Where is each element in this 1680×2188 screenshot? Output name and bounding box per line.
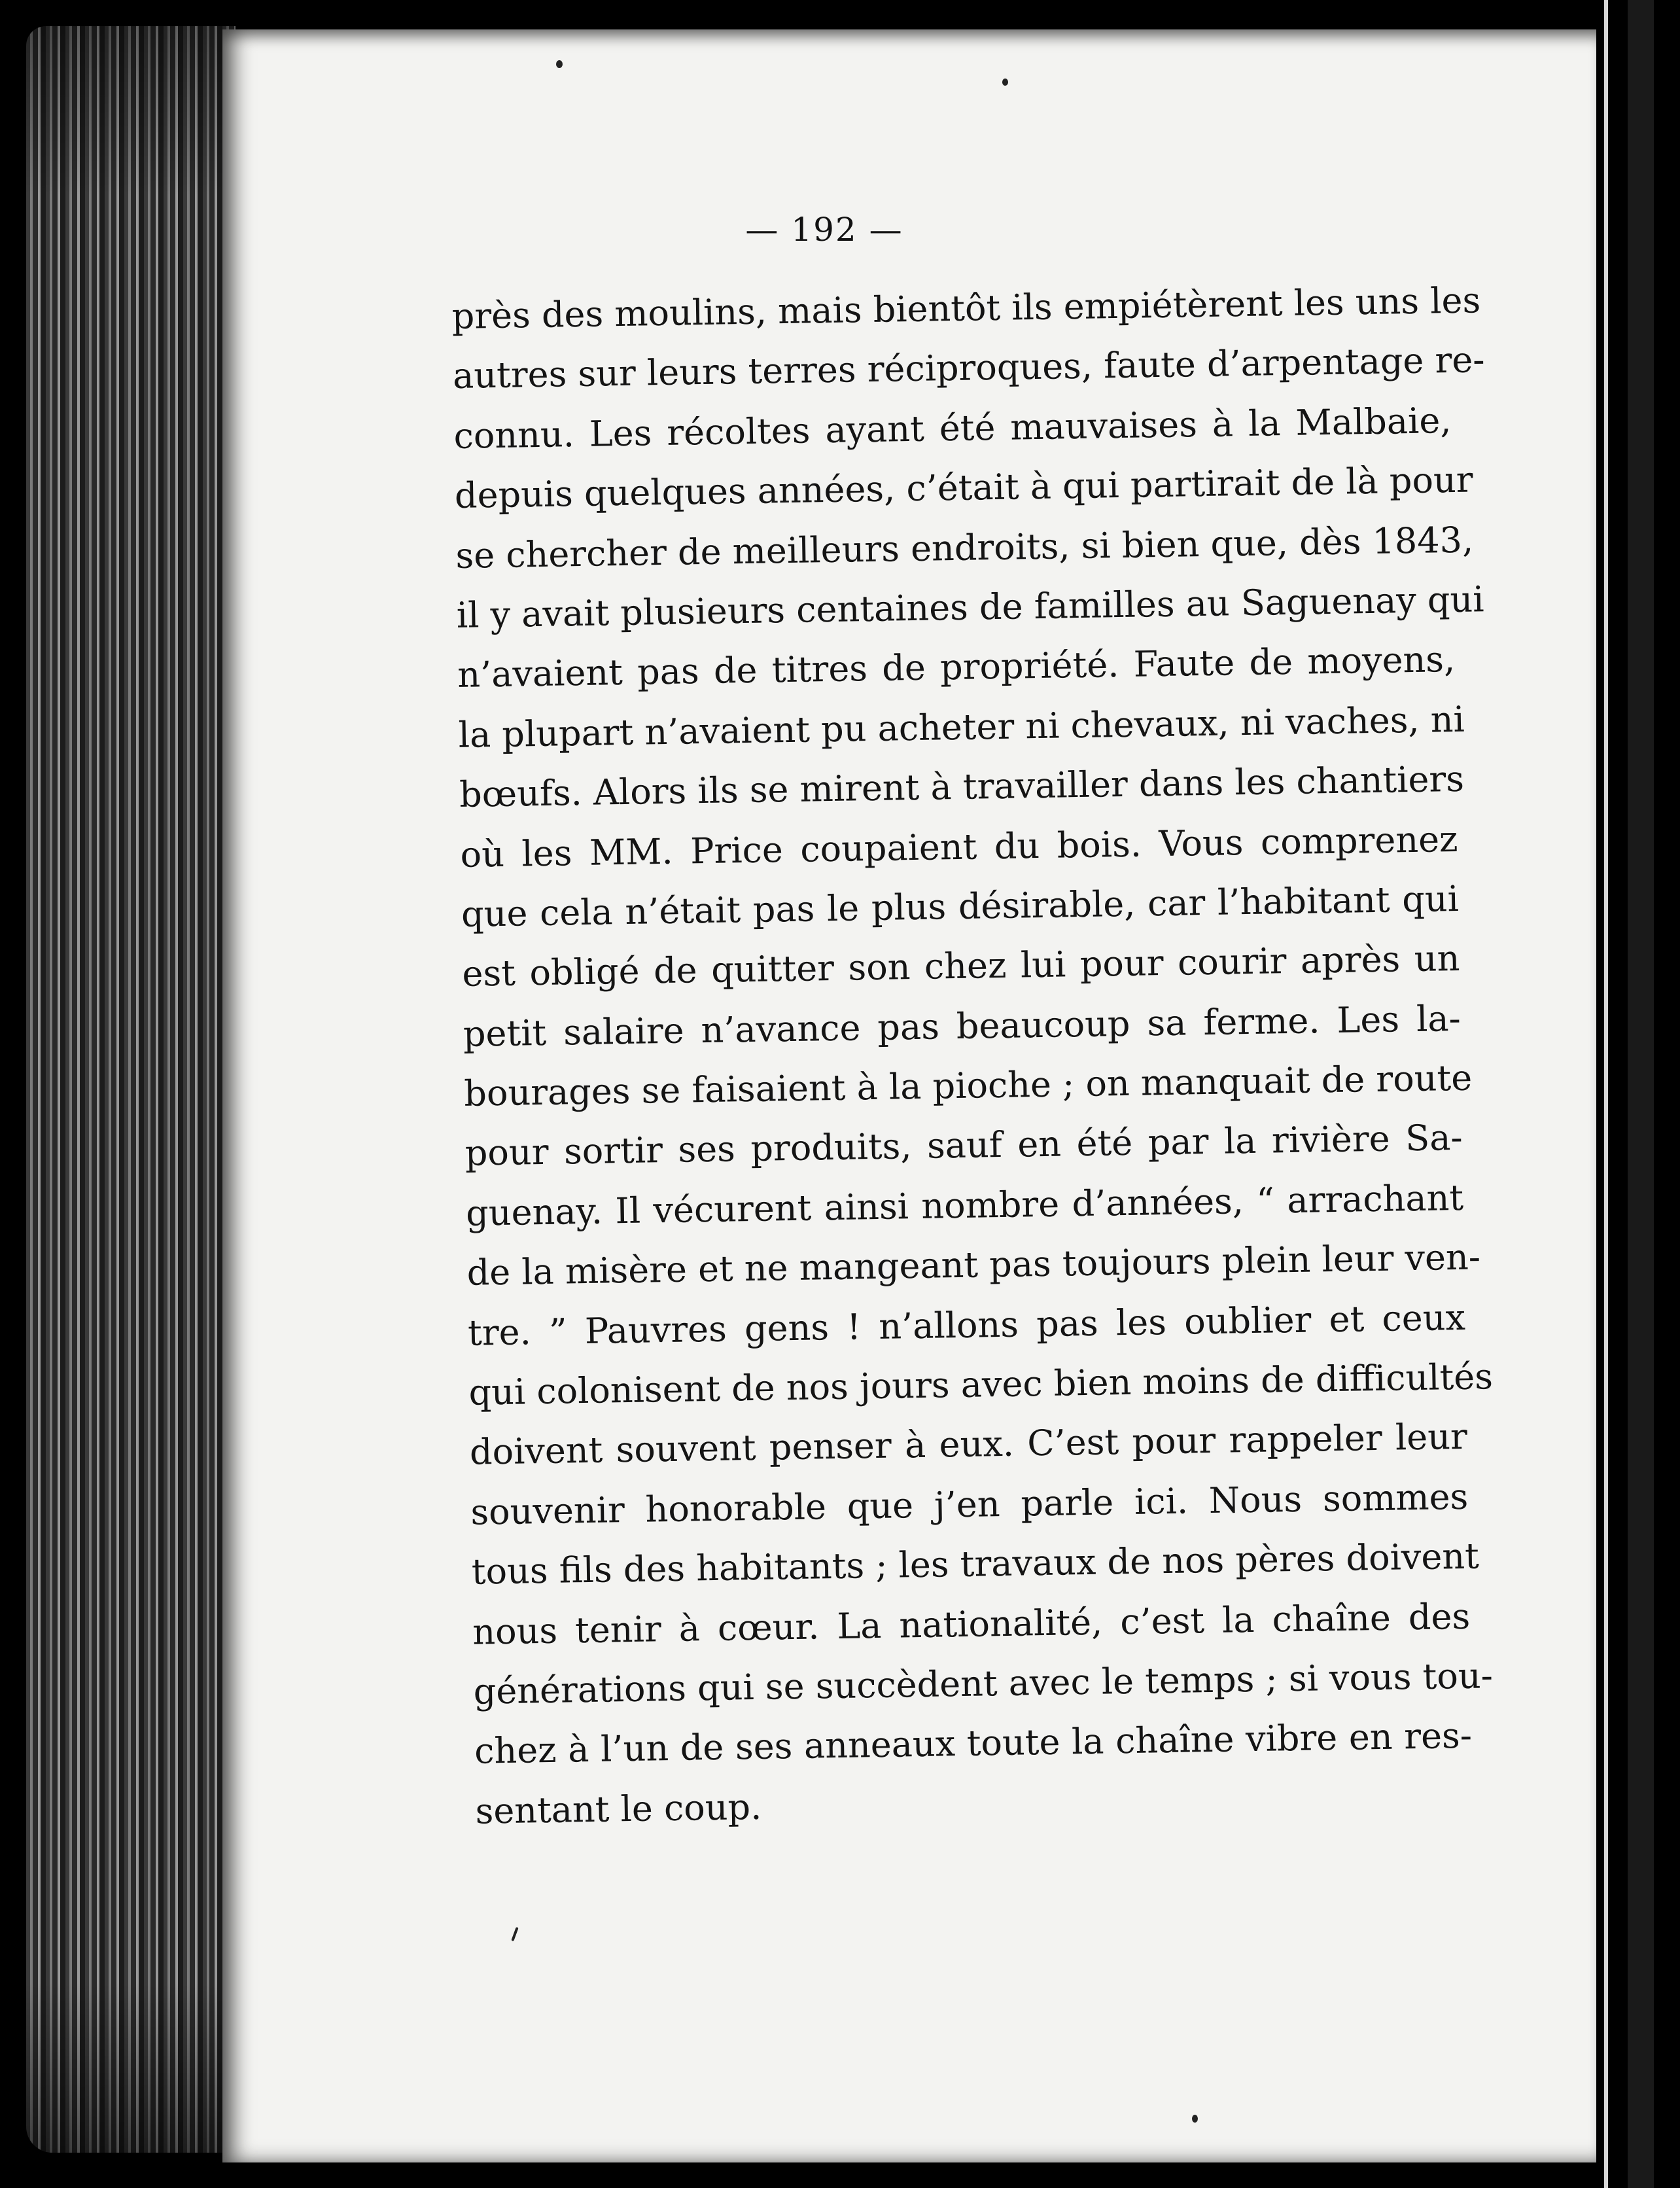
text-line: de la misère et ne mangeant pas toujours plein leur ven-	[466, 1236, 1481, 1294]
text-line: où les MM. Price coupaient du bois. Vous comprenez	[460, 818, 1458, 875]
text-line: doivent souvent penser à eux. C’est pour rappeler leur	[469, 1416, 1468, 1473]
text-line: que cela n’était pas le plus désirable, car l’habitant qui	[461, 877, 1460, 935]
text-line: nous tenir à cœur. La nationalité, c’est la chaîne des	[472, 1595, 1471, 1653]
text-line: bourages se faisaient à la pioche ; on manquait de route	[463, 1057, 1473, 1114]
gutter-shadow	[1628, 0, 1654, 2188]
page-number: — 192 —	[745, 211, 903, 249]
text-line: tre. ” Pauvres gens ! n’allons pas les oublier et ceux	[467, 1296, 1466, 1354]
text-line: autres sur leurs terres réciproques, faute d’arpentage re-	[452, 339, 1486, 397]
text-line: depuis quelques années, c’était à qui partirait de là pour	[454, 459, 1474, 517]
text-line: près des moulins, mais bientôt ils empiétèrent les uns les	[451, 279, 1481, 337]
text-line: petit salaire n’avance pas beaucoup sa ferme. Les la-	[463, 997, 1461, 1055]
text-line: il y avait plusieurs centaines de familles au Saguenay qui	[456, 578, 1485, 636]
text-line: guenay. Il vécurent ainsi nombre d’années, “ arrachant	[465, 1176, 1464, 1234]
text-line: sentant le coup.	[475, 1786, 762, 1832]
page-edges-stack	[26, 26, 236, 2153]
ink-speck	[1002, 79, 1008, 86]
text-line: pour sortir ses produits, sauf en été par la rivière Sa-	[464, 1117, 1463, 1174]
body-text	[451, 271, 1494, 1841]
text-line: n’avaient pas de titres de propriété. Faute de moyens,	[457, 639, 1456, 696]
text-line: est obligé de quitter son chez lui pour courir après un	[462, 938, 1460, 995]
text-line: connu. Les récoltes ayant été mauvaises à la Malbaie,	[453, 399, 1452, 457]
text-line: souvenir honorable que j’en parle ici. Nous sommes	[470, 1475, 1469, 1533]
text-line: la plupart n’avaient pu acheter ni chevaux, ni vaches, ni	[458, 698, 1465, 756]
ink-speck	[1192, 2115, 1198, 2123]
text-line: se chercher de meilleurs endroits, si bien que, dès 1843,	[455, 519, 1474, 576]
text-line: chez à l’un de ses anneaux toute la chaîne vibre en res-	[474, 1715, 1473, 1773]
facing-page-strip	[1604, 0, 1608, 2188]
text-line: bœufs. Alors ils se mirent à travailler dans les chantiers	[459, 758, 1465, 816]
text-line: qui colonisent de nos jours avec bien moins de difficultés	[468, 1356, 1494, 1413]
text-line: tous fils des habitants ; les travaux de nos pères doivent	[471, 1535, 1480, 1593]
text-line: générations qui se succèdent avec le temps ; si vous tou-	[473, 1655, 1494, 1712]
ink-speck	[556, 60, 563, 68]
